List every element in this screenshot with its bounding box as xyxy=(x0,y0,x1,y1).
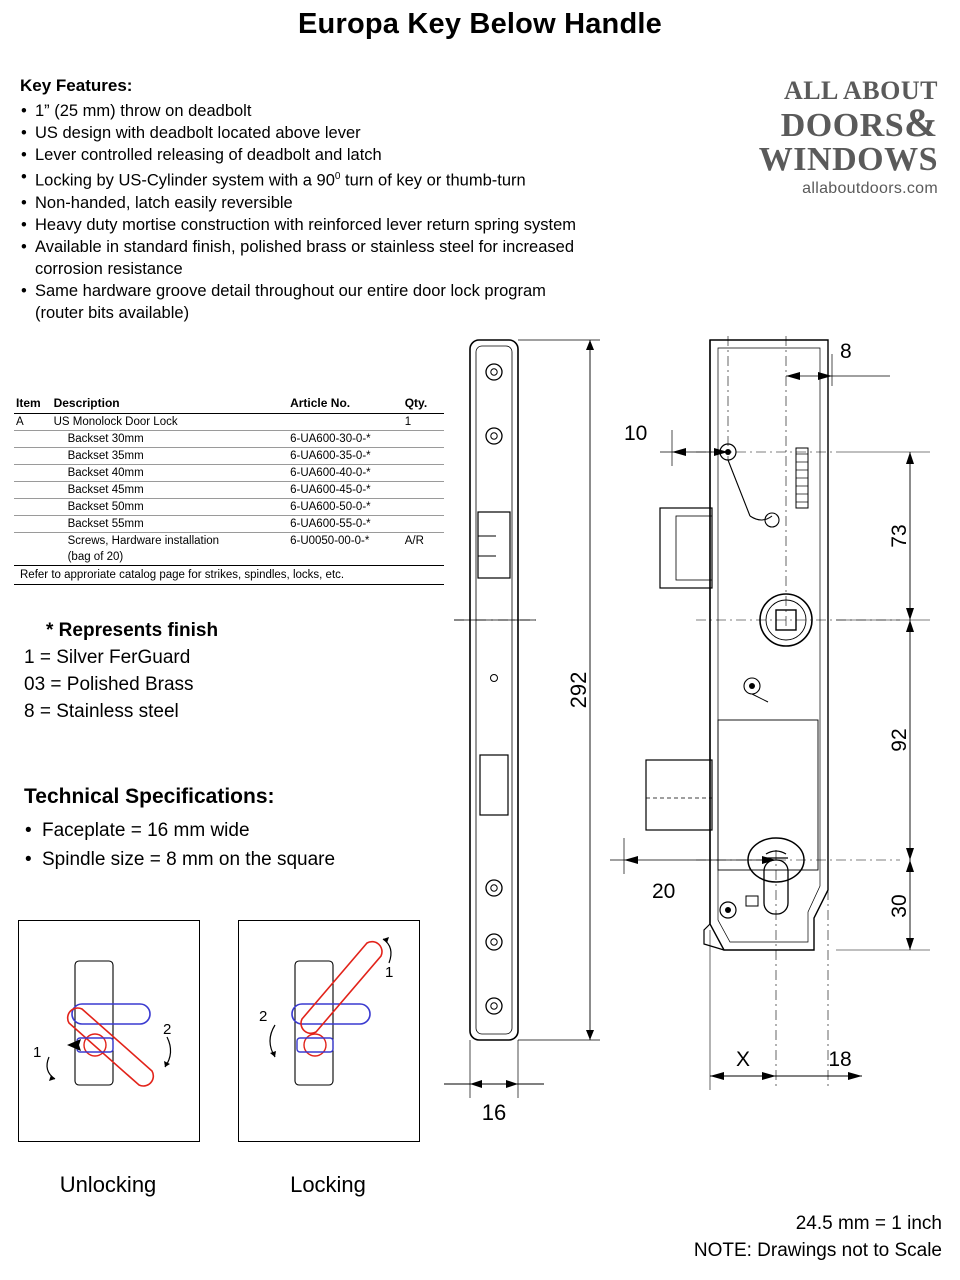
feature-item: • Locking by US-Cylinder system with a $90^0$ turn of key or thumb-turn xyxy=(20,166,680,192)
cell-article: 6-UA600-35-0-* xyxy=(290,448,405,465)
table-row xyxy=(14,533,444,550)
logo-line-1: ALL ABOUT xyxy=(783,76,938,105)
cell-article: 6-UA600-55-0-* xyxy=(290,516,405,533)
finish-option: 1 = Silver FerGuard xyxy=(24,647,191,668)
logo-website: allaboutdoors.com xyxy=(802,180,938,198)
cell-item xyxy=(14,482,50,499)
cell-item xyxy=(14,499,50,516)
table-row xyxy=(14,431,444,448)
table-footnote: Refer to approriate catalog page for strikes, spindles, locks, etc. xyxy=(14,566,444,585)
feature-item-continuation: (router bits available) xyxy=(35,303,190,322)
finish-option: 03 = Polished Brass xyxy=(24,674,194,695)
cell-item xyxy=(14,448,50,465)
svg-text:1: 1 xyxy=(385,964,394,981)
cell-item xyxy=(14,516,50,533)
cell-article xyxy=(290,549,405,566)
cell-qty xyxy=(405,431,444,448)
dim-73-label: 73 xyxy=(888,524,911,548)
dim-20-label: 20 xyxy=(652,880,676,903)
logo-ampersand: & xyxy=(904,100,938,146)
cell-item xyxy=(14,431,50,448)
dim-x-label: X xyxy=(735,1048,751,1071)
cell-qty xyxy=(405,499,444,516)
table-row xyxy=(14,414,444,431)
cell-description: Backset 35mm xyxy=(50,448,291,465)
finish-option: 8 = Stainless steel xyxy=(24,701,179,722)
cell-item xyxy=(14,549,50,566)
cell-item xyxy=(14,533,50,550)
svg-text:1: 1 xyxy=(33,1044,42,1061)
column-header-qty: Qty. xyxy=(405,396,444,414)
dim-92-label: 92 xyxy=(888,728,911,752)
locking-caption: Locking xyxy=(290,1172,366,1197)
finish-heading: * Represents finish xyxy=(46,620,219,641)
feature-item: • 1” (25 mm) throw on deadbolt xyxy=(20,100,680,122)
cell-item: A xyxy=(14,414,50,431)
tech-spec-item: • Faceplate = 16 mm wide xyxy=(24,816,454,845)
tech-spec-item: • Spindle size = 8 mm on the square xyxy=(24,845,454,874)
table-row xyxy=(14,465,444,482)
feature-item: • Same hardware groove detail throughout our entire door lock program xyxy=(20,280,680,302)
dim-16-label: 16 xyxy=(481,1100,507,1125)
unlocking-caption: Unlocking xyxy=(59,1172,157,1197)
cell-description: Screws, Hardware installation xyxy=(67,535,220,547)
cell-qty xyxy=(405,448,444,465)
column-header-item: Item xyxy=(14,396,50,414)
logo-doors-text: DOORS xyxy=(780,107,905,145)
cell-description: Backset 30mm xyxy=(50,431,291,448)
tech-specs-list xyxy=(24,816,454,874)
cell-description: (bag of 20) xyxy=(67,551,124,563)
faceplate-drawing xyxy=(440,330,620,1140)
column-header-description: Description xyxy=(50,396,291,414)
cell-article: 6-UA600-50-0-* xyxy=(290,499,405,516)
feature-item: • US design with deadbolt located above lever xyxy=(20,122,680,144)
parts-table xyxy=(14,396,444,585)
dim-30-label: 30 xyxy=(888,894,911,918)
cell-article: 6-UA600-40-0-* xyxy=(290,465,405,482)
logo-line-2 xyxy=(678,100,938,146)
cell-description: US Monolock Door Lock xyxy=(50,414,291,431)
feature-item: • Available in standard finish, polished brass or stainless steel for increased xyxy=(20,236,680,258)
table-row xyxy=(14,482,444,499)
cell-article: 6-U0050-00-0-* xyxy=(290,535,370,547)
scale-note xyxy=(694,1210,942,1264)
feature-item: • Lever controlled releasing of deadbolt and latch xyxy=(20,144,680,166)
cell-description: Backset 55mm xyxy=(50,516,291,533)
table-row xyxy=(14,549,444,566)
cell-qty: A/R xyxy=(404,535,424,547)
table-row xyxy=(14,499,444,516)
cell-description: Backset 45mm xyxy=(50,482,291,499)
finish-legend xyxy=(24,617,218,725)
scale-conversion: 24.5 mm = 1 inch xyxy=(795,1213,942,1234)
technical-specifications xyxy=(24,785,454,874)
cell-description: Backset 50mm xyxy=(50,499,291,516)
cell-article xyxy=(290,414,405,431)
table-row xyxy=(14,448,444,465)
tech-specs-heading: Technical Specifications: xyxy=(24,785,275,808)
dim-292-label: 292 xyxy=(566,671,591,709)
logo-line-3: WINDOWS xyxy=(758,140,938,178)
key-features-block xyxy=(20,76,680,324)
lock-body-drawing xyxy=(600,330,950,1140)
cell-qty xyxy=(405,516,444,533)
feature-item: • Heavy duty mortise construction with reinforced lever return spring system xyxy=(20,214,680,236)
cell-qty xyxy=(405,465,444,482)
cell-description: Backset 40mm xyxy=(50,465,291,482)
not-to-scale-note: NOTE: Drawings not to Scale xyxy=(693,1240,942,1261)
company-logo xyxy=(678,78,938,198)
key-features-heading: Key Features: xyxy=(20,76,133,95)
cell-article: 6-UA600-30-0-* xyxy=(290,431,405,448)
table-row xyxy=(14,516,444,533)
dim-18-label: 18 xyxy=(828,1048,852,1071)
cell-item xyxy=(14,465,50,482)
dim-8-label: 8 xyxy=(840,340,852,363)
cell-qty xyxy=(405,482,444,499)
table-header-row xyxy=(14,396,444,414)
page-title: Europa Key Below Handle xyxy=(298,8,662,40)
svg-text:2: 2 xyxy=(163,1021,172,1038)
feature-item-continuation: corrosion resistance xyxy=(35,259,183,278)
cell-qty: 1 xyxy=(405,414,444,431)
cell-article: 6-UA600-45-0-* xyxy=(290,482,405,499)
locking-diagram xyxy=(238,920,420,1142)
unlocking-diagram xyxy=(18,920,200,1142)
feature-item: • Non-handed, latch easily reversible xyxy=(20,192,680,214)
svg-text:2: 2 xyxy=(259,1008,268,1025)
key-features-list xyxy=(20,100,680,324)
table-footnote-row xyxy=(14,566,444,585)
column-header-article: Article No. xyxy=(290,396,405,414)
cell-qty xyxy=(405,549,444,566)
dim-10-label: 10 xyxy=(624,422,648,445)
